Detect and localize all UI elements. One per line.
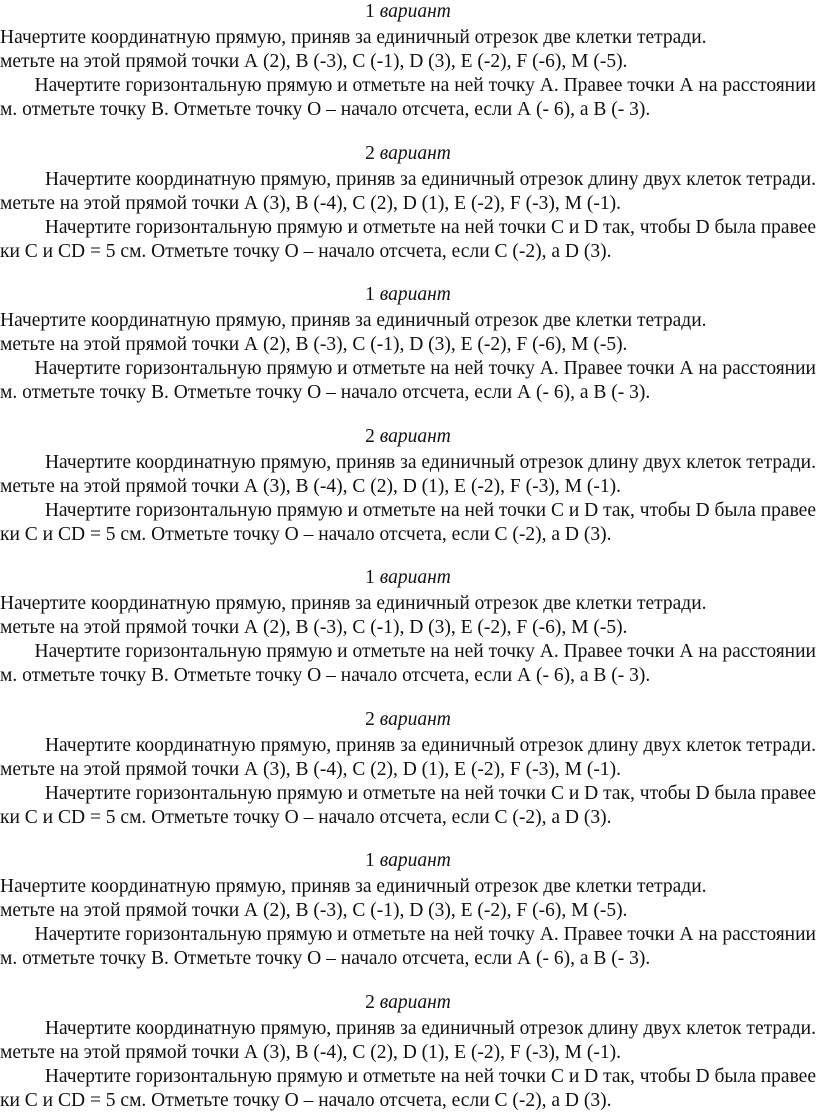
- task-1-line-2: метьте на этой прямой точки А (2), В (-3), С (-1), D (3), Е (-2), F (-6), М (-5).: [0, 51, 628, 72]
- task-2-line-2: м. отметьте точку В. Отметьте точку О – начало отсчета, если А (- 6), а В (- 3).: [0, 665, 651, 686]
- task-1-line-1: Начертите координатную прямую, приняв за единичный отрезок две клетки тетради.: [0, 310, 707, 331]
- task-1-line-2: метьте на этой прямой точки А (2), В (-3), С (-1), D (3), Е (-2), F (-6), М (-5).: [0, 900, 628, 921]
- variant-word: вариант: [379, 284, 451, 305]
- variant-number: 2: [365, 709, 375, 730]
- variant-word: вариант: [379, 1, 451, 22]
- variant-word: вариант: [379, 709, 451, 730]
- variant-word: вариант: [379, 143, 451, 164]
- task-1-line-1: Начертите координатную прямую, приняв за единичный отрезок длину двух клеток тетради.: [44, 735, 816, 756]
- task-2-line-1: Начертите горизонтальную прямую и отметьте на ней точку А. Правее точки А на расстоянии: [34, 924, 816, 945]
- variant-number: 2: [365, 143, 375, 164]
- variant-number: 2: [365, 426, 375, 447]
- task-1-line-1: Начертите координатную прямую, приняв за единичный отрезок две клетки тетради.: [0, 27, 707, 48]
- variant-number: 2: [365, 992, 375, 1013]
- variant-heading: [0, 991, 816, 1015]
- task-1-line-1: Начертите координатную прямую, приняв за единичный отрезок длину двух клеток тетради.: [44, 169, 816, 190]
- variant-heading: [0, 849, 816, 873]
- task-2-line-1: Начертите горизонтальную прямую и отметьте на ней точку А. Правее точки А на расстоянии: [34, 75, 816, 96]
- task-2-line-2: м. отметьте точку В. Отметьте точку О – начало отсчета, если А (- 6), а В (- 3).: [0, 99, 651, 120]
- task-2-line-1: Начертите горизонтальную прямую и отметьте на ней точку А. Правее точки А на расстоянии: [34, 641, 816, 662]
- task-2-line-2: ки С и CD = 5 см. Отметьте точку О – начало отсчета, если С (-2), а D (3).: [0, 524, 612, 545]
- variant-heading: [0, 142, 816, 166]
- task-2-line-1: Начертите горизонтальную прямую и отметьте на ней точки С и D так, чтобы D была правее: [44, 500, 816, 521]
- task-1-line-2: метьте на этой прямой точки А (3), В (-4), С (2), D (1), Е (-2), F (-3), М (-1).: [0, 1042, 621, 1063]
- variant-heading: [0, 0, 816, 24]
- task-2-line-1: Начертите горизонтальную прямую и отметьте на ней точки С и D так, чтобы D была правее: [44, 217, 816, 238]
- variant-heading: [0, 708, 816, 732]
- task-1-line-2: метьте на этой прямой точки А (2), В (-3), С (-1), D (3), Е (-2), F (-6), М (-5).: [0, 617, 628, 638]
- task-2-line-1: Начертите горизонтальную прямую и отметьте на ней точки С и D так, чтобы D была правее: [44, 783, 816, 804]
- task-2-line-2: ки С и CD = 5 см. Отметьте точку О – начало отсчета, если С (-2), а D (3).: [0, 1090, 612, 1111]
- task-2-line-1: Начертите горизонтальную прямую и отметьте на ней точки С и D так, чтобы D была правее: [44, 1066, 816, 1087]
- variant-word: вариант: [379, 850, 451, 871]
- task-2-line-2: ки С и CD = 5 см. Отметьте точку О – начало отсчета, если С (-2), а D (3).: [0, 241, 612, 262]
- task-1-line-2: метьте на этой прямой точки А (3), В (-4), С (2), D (1), Е (-2), F (-3), М (-1).: [0, 476, 621, 497]
- variant-heading: [0, 425, 816, 449]
- task-2-line-1: Начертите горизонтальную прямую и отметьте на ней точку А. Правее точки А на расстоянии: [34, 358, 816, 379]
- task-1-line-1: Начертите координатную прямую, приняв за единичный отрезок две клетки тетради.: [0, 593, 707, 614]
- variant-word: вариант: [379, 426, 451, 447]
- task-1-line-1: Начертите координатную прямую, приняв за единичный отрезок длину двух клеток тетради.: [44, 452, 816, 473]
- task-1-line-2: метьте на этой прямой точки А (2), В (-3), С (-1), D (3), Е (-2), F (-6), М (-5).: [0, 334, 628, 355]
- variant-number: 1: [365, 284, 375, 305]
- variant-word: вариант: [379, 567, 451, 588]
- task-1-line-1: Начертите координатную прямую, приняв за единичный отрезок две клетки тетради.: [0, 876, 707, 897]
- task-2-line-2: м. отметьте точку В. Отметьте точку О – начало отсчета, если А (- 6), а В (- 3).: [0, 382, 651, 403]
- task-2-line-2: ки С и CD = 5 см. Отметьте точку О – начало отсчета, если С (-2), а D (3).: [0, 807, 612, 828]
- task-1-line-2: метьте на этой прямой точки А (3), В (-4), С (2), D (1), Е (-2), F (-3), М (-1).: [0, 759, 621, 780]
- task-1-line-2: метьте на этой прямой точки А (3), В (-4), С (2), D (1), Е (-2), F (-3), М (-1).: [0, 193, 621, 214]
- task-1-line-1: Начертите координатную прямую, приняв за единичный отрезок длину двух клеток тетради.: [44, 1018, 816, 1039]
- task-2-line-2: м. отметьте точку В. Отметьте точку О – начало отсчета, если А (- 6), а В (- 3).: [0, 948, 651, 969]
- variant-number: 1: [365, 1, 375, 22]
- variant-number: 1: [365, 850, 375, 871]
- variant-heading: [0, 283, 816, 307]
- variant-heading: [0, 566, 816, 590]
- variant-number: 1: [365, 567, 375, 588]
- variant-word: вариант: [379, 992, 451, 1013]
